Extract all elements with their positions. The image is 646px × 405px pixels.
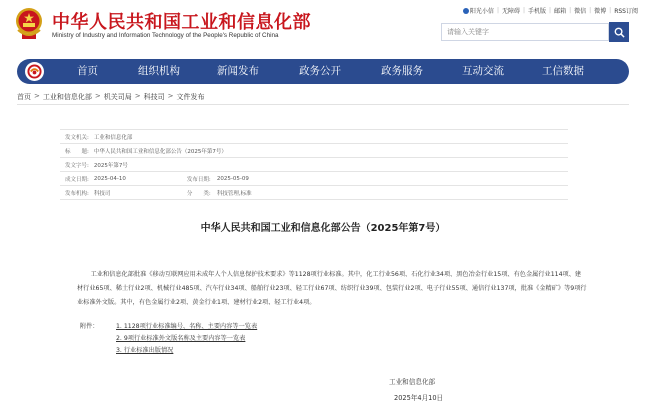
search-button[interactable] [609, 22, 629, 42]
attachment-row [80, 333, 257, 345]
breadcrumb-separator: > [134, 92, 141, 100]
meta-label: 发布日期: [182, 172, 212, 186]
meta-row-issuer [60, 130, 568, 144]
divider: | [609, 7, 612, 14]
breadcrumb [17, 92, 205, 102]
document-meta-table [60, 129, 568, 200]
attachments-list [80, 321, 257, 357]
breadcrumb-science-dept[interactable]: 科技司 [143, 93, 165, 101]
attachment-link-1[interactable]: 1. 1128项行业标准编号、名称、主要内容等一览表 [116, 323, 258, 330]
attachment-indent [80, 345, 116, 357]
top-link-wechat[interactable]: 微信 [574, 8, 587, 15]
meta-label: 成文日期: [60, 172, 89, 186]
search-icon [614, 27, 625, 38]
top-link-accessibility[interactable]: 无障碍 [501, 8, 520, 15]
sunshine-icon [463, 8, 469, 14]
divider: | [549, 7, 552, 14]
nav-item-organization[interactable]: 组织机构 [138, 65, 180, 77]
meta-label: 发布机构: [60, 186, 89, 200]
meta-row-agency [60, 186, 568, 200]
breadcrumb-separator: > [34, 92, 40, 100]
top-link-mail[interactable]: 邮箱 [554, 8, 567, 15]
meta-value: 工业和信息化部 [89, 130, 568, 144]
meta-label: 发文机关: [60, 130, 89, 144]
breadcrumb-ministry[interactable]: 工业和信息化部 [42, 93, 92, 101]
top-link-sunshine[interactable]: 阳光小信 [463, 6, 494, 15]
nav-item-home[interactable]: 首页 [77, 65, 98, 77]
nav-item-government-affairs[interactable]: 政务公开 [299, 65, 341, 77]
meta-row-number [60, 158, 568, 172]
top-link-weibo[interactable]: 微博 [594, 8, 607, 15]
divider: | [589, 7, 592, 14]
search-input[interactable] [441, 23, 609, 41]
national-emblem-icon[interactable] [14, 6, 44, 42]
attachments-label: 附件： [80, 323, 99, 330]
meta-row-dates [60, 172, 568, 186]
divider: | [569, 7, 572, 14]
attachment-row [80, 345, 257, 357]
top-link-mobile[interactable]: 手机版 [528, 8, 547, 15]
site-subtitle: Ministry of Industry and Information Technology of the People's Republic of China [52, 32, 279, 39]
breadcrumb-separator: > [167, 92, 174, 100]
nav-item-services[interactable]: 政务服务 [381, 65, 423, 77]
meta-value: 2025年第7号 [89, 158, 568, 172]
article-title: 中华人民共和国工业和信息化部公告（2025年第7号） [200, 223, 446, 234]
site-title[interactable]: 中华人民共和国工业和信息化部 [52, 12, 311, 33]
article-body [77, 268, 587, 310]
meta-value: 2025-04-10 [89, 172, 182, 186]
divider: | [522, 7, 526, 14]
home-logo-icon[interactable] [25, 62, 44, 81]
swirl-logo-icon [27, 64, 42, 79]
meta-value: 科技司 [89, 186, 182, 200]
top-link-rss[interactable]: RSS订阅 [614, 8, 638, 15]
main-nav [17, 59, 629, 84]
nav-item-news[interactable]: 新闻发布 [217, 65, 259, 77]
meta-value: 科技管理,标准 [212, 186, 568, 200]
meta-label: 标 题: [60, 144, 89, 158]
attachment-link-3[interactable]: 3. 行业标准出版情况 [116, 347, 174, 354]
breadcrumb-documents[interactable]: 文件发布 [176, 93, 205, 101]
article-date: 2025年4月10日 [394, 394, 444, 402]
article-paragraph: 工业和信息化部批准《移动互联网应用未成年人个人信息保护技术要求》等1128项行业标准。其中，化工行业56项、石化行业34项、黑色冶金行业15项、有色金属行业114项、建材行业65项、稀土行业2项、机械行业485项、汽车行业34项、船舶行业23项、轻工行业67项、纺织行业39项、包装行业2项、电子行业55项、通信行业137项，批准《金精矿》等9项行业标准外文版。其中，有色金属行业2项、黄金行业1项、建材行业2项、轻工行业4项。 [77, 271, 587, 306]
breadcrumb-departments[interactable]: 机关司局 [103, 93, 132, 101]
attachment-row [80, 321, 257, 333]
article-signature: 工业和信息化部 [389, 378, 436, 386]
meta-label: 分 类: [182, 186, 212, 200]
divider: | [496, 7, 499, 14]
nav-item-interaction[interactable]: 互动交流 [462, 65, 504, 77]
meta-label: 发文字号: [60, 158, 89, 172]
attachment-indent [80, 333, 116, 345]
meta-value: 2025-05-09 [212, 172, 568, 186]
top-links [463, 6, 638, 15]
attachment-link-2[interactable]: 2. 9项行业标准外文版名称及主要内容等一览表 [116, 335, 246, 342]
meta-row-title [60, 144, 568, 158]
breadcrumb-separator: > [94, 92, 101, 100]
breadcrumb-home[interactable]: 首页 [17, 93, 31, 101]
site-header [0, 0, 646, 56]
nav-item-data[interactable]: 工信数据 [542, 65, 584, 77]
breadcrumb-divider [17, 104, 629, 105]
meta-value: 中华人民共和国工业和信息化部公告（2025年第7号） [89, 144, 568, 158]
